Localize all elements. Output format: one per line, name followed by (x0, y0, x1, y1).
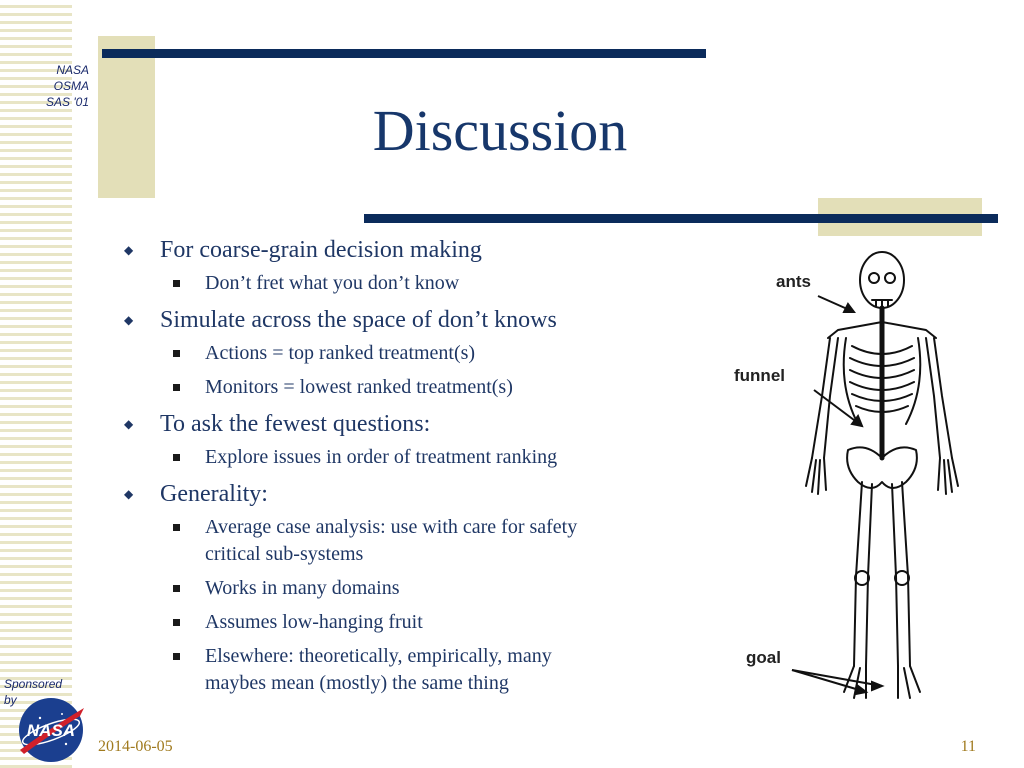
sub-bullet-item (120, 609, 700, 636)
square-bullet-icon (173, 454, 180, 461)
square-bullet-icon (173, 350, 180, 357)
sub-bullet-text: Don’t fret what you don’t know (205, 272, 460, 294)
sub-bullet-text: Elsewhere: theoretically, empirically, many maybes mean (mostly) the same thing (205, 645, 552, 694)
bullet-item (120, 234, 700, 266)
sub-bullet-text: Explore issues in order of treatment ranking (205, 446, 558, 468)
tan-block-top (98, 36, 155, 198)
bullet-text: Generality: (160, 481, 268, 507)
page-number: 11 (960, 738, 976, 755)
bullet-text: To ask the fewest questions: (160, 411, 431, 437)
sub-bullet-item (120, 444, 700, 471)
sub-bullet-item (120, 374, 700, 401)
square-bullet-icon (173, 653, 180, 660)
slide-title: Discussion (372, 98, 628, 163)
navy-rule-top (102, 49, 706, 58)
label-funnel: funnel (734, 366, 785, 385)
square-bullet-icon (173, 384, 180, 391)
bullet-text: For coarse-grain decision making (160, 237, 482, 263)
bullet-text: Simulate across the space of don’t knows (160, 307, 557, 333)
sub-bullet-text: Actions = top ranked treatment(s) (205, 342, 476, 364)
label-ants: ants (776, 272, 811, 291)
square-bullet-icon (173, 524, 180, 531)
sponsor-line-1: Sponsored (4, 677, 63, 691)
sub-bullet-item (120, 270, 700, 297)
nasa-meatball-logo (14, 694, 88, 764)
sub-bullet-item (120, 575, 700, 602)
logo-caption (29, 62, 89, 110)
logo-line-3: SAS '01 (46, 95, 89, 109)
sub-bullet-text: Assumes low-hanging fruit (205, 611, 423, 633)
sub-bullet-text: Average case analysis: use with care for safety critical sub-systems (205, 516, 578, 565)
square-bullet-icon (173, 280, 180, 287)
bullet-item (120, 304, 700, 336)
navy-rule-bottom (364, 214, 998, 223)
diamond-bullet-icon: ◆ (124, 487, 134, 501)
skeleton-figure (726, 246, 1016, 716)
nasa-logo-text: NASA (26, 721, 76, 740)
bullet-item (120, 408, 700, 440)
square-bullet-icon (173, 619, 180, 626)
diamond-bullet-icon: ◆ (124, 417, 134, 431)
bullet-item (120, 478, 700, 510)
sub-bullet-text: Works in many domains (205, 577, 400, 599)
sub-bullet-text: Monitors = lowest ranked treatment(s) (205, 376, 513, 398)
diamond-bullet-icon: ◆ (124, 243, 134, 257)
bullet-list (120, 234, 700, 704)
sub-bullet-item (120, 643, 700, 697)
footer-date: 2014-06-05 (98, 738, 173, 755)
sub-bullet-item (120, 514, 700, 568)
sidebar-stripes (0, 0, 72, 768)
sponsor-line-2: by (4, 693, 17, 707)
label-goal: goal (746, 648, 781, 667)
sub-bullet-item (120, 340, 700, 367)
logo-line-1: NASA (56, 63, 89, 77)
square-bullet-icon (173, 585, 180, 592)
diamond-bullet-icon: ◆ (124, 313, 134, 327)
logo-line-2: OSMA (53, 79, 89, 93)
